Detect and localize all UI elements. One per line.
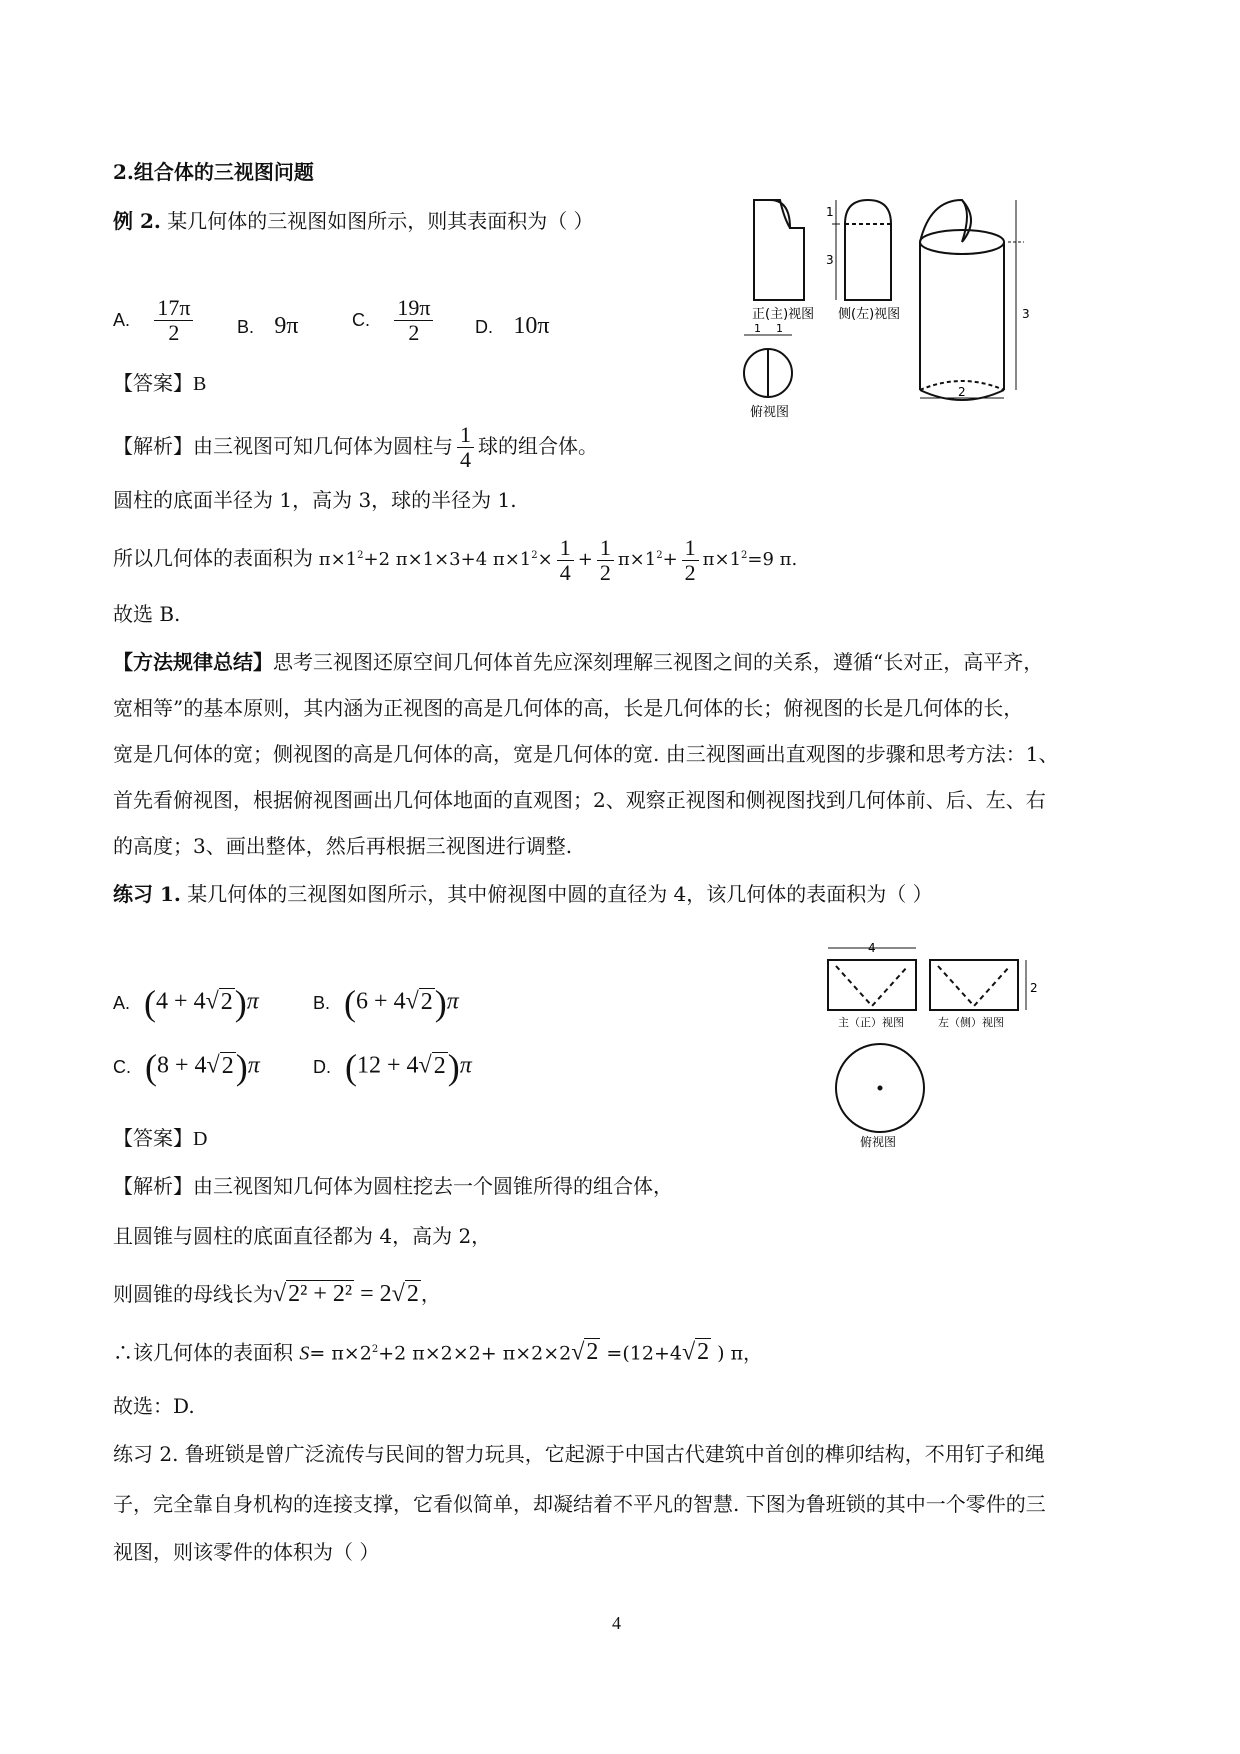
calc-fraction	[557, 536, 574, 585]
side-dim-3: 3	[826, 253, 834, 267]
top-view-label: 俯视图	[750, 405, 790, 420]
calc-term: π×1	[617, 549, 657, 570]
analysis-text: 由三视图知几何体为圆柱挖去一个圆锥所得的组合体，	[193, 1174, 673, 1198]
frac-num: 17π	[154, 296, 193, 321]
front-view-drawing	[754, 200, 804, 300]
method-line-5: 的高度；3、画出整体，然后再根据三视图进行调整.	[113, 834, 573, 858]
exercise-1-text: 某几何体的三视图如图所示，其中俯视图中圆的直径为 4，该几何体的表面积为（ ）	[187, 882, 933, 906]
answer-value: B	[193, 373, 207, 395]
analysis-text-end: 球的组合体。	[478, 434, 598, 458]
ex2-analysis	[113, 418, 598, 474]
frac-num: 1	[557, 536, 574, 561]
analysis-text: 由三视图可知几何体为圆柱与	[193, 434, 453, 458]
exercise-1-three-view-figure	[820, 940, 1060, 1150]
option-letter: A.	[113, 992, 131, 1013]
frac-den: 2	[168, 320, 180, 345]
ex2-answer	[113, 369, 206, 398]
method-line-1	[113, 648, 1043, 676]
paren-close: )	[234, 983, 247, 1023]
frac-den: 2	[408, 320, 420, 345]
frac-num: 1	[457, 423, 474, 448]
frac-num: 1	[597, 536, 614, 561]
line4-b: +2 π×2×2+ π×2×2	[378, 1342, 572, 1365]
line3-eq: = 2	[354, 1281, 392, 1307]
answer-label: 【答案】	[113, 371, 193, 395]
opt-c: 2	[220, 988, 233, 1015]
solid-dim-2: 2	[958, 385, 966, 399]
ex3-line-4: ∴该几何体的表面积 $S= \pi\times 2^2+2$ π×2×2+ π×2×2√2 =(12+4√2 ) π，	[113, 1339, 763, 1366]
example-2-three-view-figure	[740, 190, 1120, 430]
option-letter: D.	[475, 317, 493, 337]
opt-a: 8	[157, 1052, 169, 1079]
line4-a: = π×2	[309, 1342, 372, 1365]
dim-4: 4	[868, 941, 876, 955]
ex2-option-b	[237, 313, 299, 340]
analysis-label: 【解析】	[113, 434, 193, 458]
option-letter: A.	[113, 310, 131, 330]
dim-2: 2	[1030, 981, 1038, 995]
pi: π	[247, 1052, 260, 1079]
calc-term: +	[577, 549, 593, 570]
calc-term: π×1	[318, 549, 358, 570]
example-2-question	[113, 207, 594, 235]
ex2-option-d	[475, 313, 549, 340]
side-dim-1: 1	[826, 205, 834, 219]
pi: π	[446, 988, 459, 1015]
top-dim-1b: 1	[776, 322, 783, 335]
side-view-cone	[938, 966, 1010, 1006]
line4-d: =(12+4	[600, 1342, 682, 1365]
frac-den: 4	[460, 447, 471, 472]
calc-term: +2 π×1×3+4 π×1	[363, 549, 532, 570]
calc-fraction	[682, 536, 699, 585]
ex3-line-3: 则圆锥的母线长为√2² + 2² = 2√2 ，	[113, 1281, 441, 1307]
frac-den: 4	[559, 559, 571, 585]
calc-fraction	[597, 536, 614, 585]
method-text: 思考三视图还原空间几何体首先应深刻理解三视图之间的关系，遵循“长对正，高平齐，	[273, 650, 1044, 674]
quarter-fraction	[457, 423, 474, 472]
frac-num: 1	[682, 536, 699, 561]
ex3-option-c: C. (8 + 4√2)π	[113, 1047, 260, 1087]
opt-a: 12	[357, 1052, 381, 1079]
ex3-option-b: B. (6 + 4√2)π	[313, 983, 459, 1023]
option-letter: B.	[237, 317, 255, 337]
calc-term: =9 π.	[747, 549, 798, 570]
calc-term: +	[662, 549, 678, 570]
line4-f: ) π，	[711, 1342, 763, 1365]
solid-3d-drawing	[920, 200, 1024, 400]
frac-num: 19π	[394, 296, 433, 321]
line4-pre: ∴该几何体的表面积	[113, 1340, 300, 1365]
opt-b: 4	[406, 1052, 419, 1079]
line3-radicand-2: 2	[406, 1281, 419, 1307]
answer-label: 【答案】	[113, 1126, 193, 1150]
pi: π	[246, 988, 259, 1015]
sup: 2	[741, 550, 748, 561]
line3-pre: 则圆锥的母线长为	[113, 1282, 273, 1306]
ex3-answer	[113, 1124, 207, 1153]
side-view-drawing	[832, 200, 891, 300]
method-line-4: 首先看俯视图，根据俯视图画出几何体地面的直观图；2、观察正视图和侧视图找到几何体前、后、左、右	[113, 788, 1046, 812]
ex3-analysis	[113, 1172, 673, 1200]
front-view-cone	[836, 966, 908, 1006]
calc-term: π×1	[702, 549, 742, 570]
opt-b: 4	[193, 988, 206, 1015]
ex3-option-a: A. (4 + 4√2)π	[113, 983, 259, 1023]
sup: 2	[656, 550, 663, 561]
frac-den: 2	[684, 559, 696, 585]
side-view-label: 左（侧）视图	[938, 1016, 1004, 1029]
ex3-option-d: D. (12 + 4√2)π	[313, 1047, 472, 1087]
ex2-calculation	[113, 528, 797, 588]
section-title: 2.组合体的三视图问题	[113, 160, 314, 184]
option-letter: C.	[352, 310, 370, 330]
opt-c: 2	[221, 1052, 234, 1079]
solid-dim-3: 3	[1022, 307, 1030, 321]
exercise-2-line-1: 练习 2. 鲁班锁是曾广泛流传与民间的智力玩具，它起源于中国古代建筑中首创的榫卯结构，不用钉子和绳	[113, 1442, 1045, 1466]
ex2-option-a	[113, 296, 197, 345]
line3-radicand: 2² + 2²	[288, 1281, 353, 1307]
opt-c: 2	[420, 988, 433, 1015]
example-2-label: 例 2.	[113, 209, 161, 233]
method-label: 【方法规律总结】	[113, 650, 273, 674]
option-value: 9π	[274, 313, 299, 339]
ex2-conclusion: 故选 B.	[113, 602, 181, 626]
answer-value: D	[193, 1128, 208, 1150]
method-line-2: 宽相等”的基本原则，其内涵为正视图的高是几何体的高，长是几何体的长；俯视图的长是几何体的长，	[113, 696, 1024, 720]
ex2-option-c	[352, 296, 437, 345]
method-line-3: 宽是几何体的宽；侧视图的高是几何体的高，宽是几何体的宽. 由三视图画出直观图的步骤和思考方法：1、	[113, 742, 1059, 766]
ex2-radius-line: 圆柱的底面半径为 1，高为 3，球的半径为 1.	[113, 488, 517, 512]
side-view-rect	[930, 960, 1018, 1010]
side-view-label: 侧(左)视图	[838, 307, 901, 322]
paren-open: (	[144, 983, 157, 1023]
top-dim-1a: 1	[754, 322, 761, 335]
top-view-label: 俯视图	[860, 1135, 897, 1149]
front-view-label: 主（正）视图	[838, 1016, 904, 1029]
option-letter: D.	[313, 1056, 331, 1077]
line4-c: 2	[586, 1339, 599, 1366]
line4-e: 2	[697, 1339, 710, 1366]
opt-b: 4	[393, 988, 406, 1015]
opt-c: 2	[433, 1052, 446, 1079]
page-number: 4	[612, 1613, 621, 1633]
exercise-2-line-2: 子，完全靠自身机构的连接支撑，它看似简单，却凝结着不平凡的智慧. 下图为鲁班锁的其中一个零件的三	[113, 1492, 1046, 1516]
option-value: 10π	[513, 313, 550, 339]
exercise-1-question	[113, 880, 933, 908]
sup: 2	[531, 550, 538, 561]
frac-den: 2	[599, 559, 611, 585]
front-view-label: 正(主)视图	[752, 307, 815, 322]
front-view-rect	[828, 960, 916, 1010]
ex3-conclusion: 故选：D.	[113, 1394, 195, 1418]
option-fraction	[154, 296, 193, 345]
opt-b: 4	[194, 1052, 207, 1079]
calc-term: ×	[537, 549, 553, 570]
example-2-text: 某几何体的三视图如图所示，则其表面积为（ ）	[167, 209, 594, 233]
sup: 2	[357, 550, 364, 561]
option-letter: C.	[113, 1056, 131, 1077]
ex3-line-2: 且圆锥与圆柱的底面直径都为 4，高为 2，	[113, 1224, 492, 1248]
calc-prefix: 所以几何体的表面积为	[113, 546, 313, 570]
opt-a: 4	[156, 988, 169, 1015]
option-letter: B.	[313, 992, 331, 1013]
pi: π	[459, 1052, 472, 1079]
analysis-label: 【解析】	[113, 1174, 193, 1198]
opt-a: 6	[356, 988, 369, 1015]
line4-S: S	[299, 1342, 310, 1365]
top-view-drawing	[744, 335, 792, 397]
exercise-1-label: 练习 1.	[113, 882, 181, 906]
option-fraction	[394, 296, 433, 345]
line3-post: ，	[420, 1282, 441, 1306]
exercise-2-line-3: 视图，则该零件的体积为（ ）	[113, 1540, 380, 1564]
